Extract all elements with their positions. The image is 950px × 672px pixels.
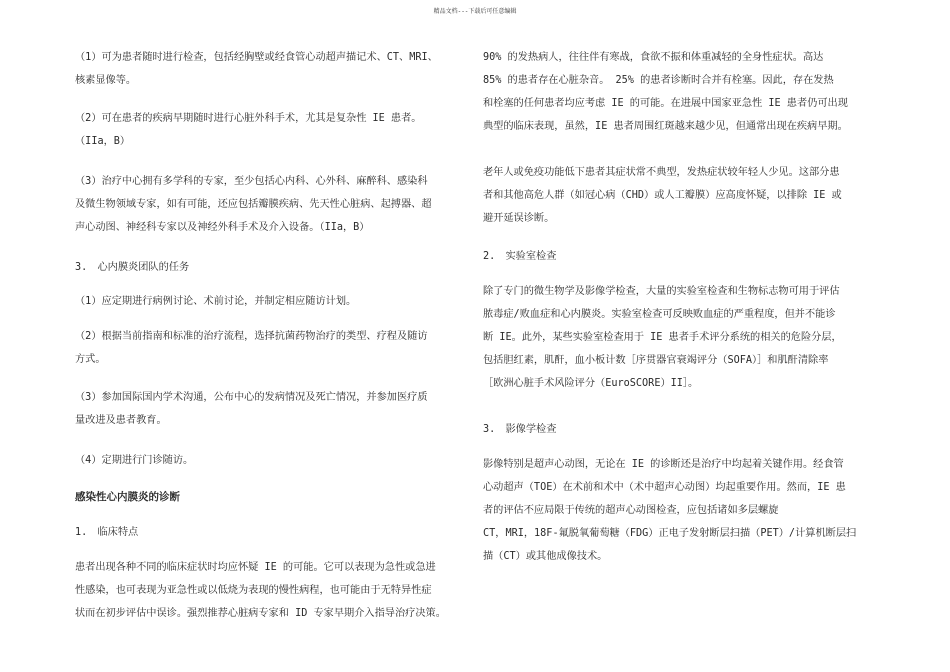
text-line: （2）根据当前指南和标准的治疗流程，选择抗菌药物治疗的类型、疗程及随访	[75, 331, 428, 342]
text-line: 性感染，也可表现为亚急性或以低烧为表现的慢性病程，也可能由于无特异性症	[75, 585, 432, 596]
text-line: 90% 的发热病人，往往伴有寒战，食欲不振和体重减轻的全身性症状。高达	[483, 52, 824, 63]
text-line: 描（CT）或其他成像技术。	[483, 551, 608, 562]
text-line: 断 IE。此外，某些实验室检查用于 IE 患者手术评分系统的相关的危险分层，	[483, 332, 842, 343]
text-line: 包括胆红素，肌酐，血小板计数［序贯器官衰竭评分（SOFA）］和肌酐清除率	[483, 355, 829, 366]
task-2	[75, 325, 475, 371]
paragraph-imaging	[483, 453, 878, 568]
text-line: 状而在初步评估中误诊。强烈推荐心脏病专家和 ID 专家早期介入指导治疗决策。	[75, 608, 446, 619]
text-line: 核素显像等。	[75, 75, 137, 86]
text-line: 者和其他高危人群（如冠心病（CHD）或人工瓣膜）应高度怀疑，以排除 IE 或	[483, 190, 842, 201]
subheading-lab: 2. 实验室检查	[483, 251, 557, 262]
text-line: 老年人或免疫功能低下患者其症状常不典型，发热症状较年轻人少见。这部分患	[483, 167, 840, 178]
text-line: CT，MRI，18F-氟脱氧葡萄糖（FDG）正电子发射断层扫描（PET）/计算机断层扫	[483, 528, 857, 539]
paragraph-p1	[75, 46, 475, 92]
subheading-clinical: 1. 临床特点	[75, 527, 139, 538]
paragraph-clinical	[75, 556, 475, 625]
text-line: （IIa，B）	[75, 136, 131, 147]
task-3	[75, 386, 475, 432]
paragraph-r2	[483, 161, 878, 230]
text-line: 85% 的患者存在心脏杂音。 25% 的患者诊断时合并有栓塞。因此，存在发热	[483, 75, 834, 86]
text-line: 方式。	[75, 354, 106, 365]
page-header: 精品文档---下载后可任意编辑	[433, 8, 517, 15]
text-line: 量改进及患者教育。	[75, 415, 167, 426]
text-line: （1）可为患者随时进行检查，包括经胸壁或经食管心动超声描记术、CT、MRI、	[75, 52, 438, 63]
text-line: 影像特别是超声心动图，无论在 IE 的诊断还是治疗中均起着关键作用。经食管	[483, 459, 844, 470]
text-line: 心动超声（TOE）在术前和术中（术中超声心动图）均起重要作用。然而，IE 患	[483, 482, 846, 493]
section-heading-diagnosis: 感染性心内膜炎的诊断	[75, 491, 180, 503]
text-line: 脓毒症/败血症和心内膜炎。实验室检查可反映败血症的严重程度，但并不能诊	[483, 309, 836, 320]
subheading-imaging: 3. 影像学检查	[483, 424, 557, 435]
text-line: （2）可在患者的疾病早期随时进行心脏外科手术，尤其是复杂性 IE 患者。	[75, 113, 422, 124]
task-4: （4）定期进行门诊随访。	[75, 455, 194, 466]
text-line: （3）参加国际国内学术沟通，公布中心的发病情况及死亡情况，并参加医疗质	[75, 392, 428, 403]
text-line: 避开延误诊断。	[483, 213, 555, 224]
text-line: （3）治疗中心拥有多学科的专家，至少包括心内科、心外科、麻醉科、感染科	[75, 176, 428, 187]
section-3-title: 3. 心内膜炎团队的任务	[75, 262, 190, 273]
paragraph-lab	[483, 280, 878, 395]
text-line: 除了专门的微生物学及影像学检查，大量的实验室检查和生物标志物可用于评估	[483, 286, 840, 297]
text-line: 者的评估不应局限于传统的超声心动图检查，应包括诸如多层螺旋	[483, 505, 779, 516]
text-line: 患者出现各种不同的临床症状时均应怀疑 IE 的可能。它可以表现为急性或急进	[75, 562, 436, 573]
text-line: 和栓塞的任何患者均应考虑 IE 的可能。在进展中国家亚急性 IE 患者仍可出现	[483, 98, 848, 109]
text-line: 声心动图、神经科专家以及神经外科手术及介入设备。（IIa，B）	[75, 222, 370, 233]
text-line: ［欧洲心脏手术风险评分（EuroSCORE）II］。	[483, 378, 699, 389]
paragraph-r1	[483, 46, 878, 138]
text-line: 及微生物领域专家，如有可能，还应包括瓣膜疾病、先天性心脏病、起搏器、超	[75, 199, 432, 210]
paragraph-p3	[75, 170, 475, 239]
task-1: （1）应定期进行病例讨论、术前讨论，并制定相应随访计划。	[75, 296, 357, 307]
paragraph-p2	[75, 107, 475, 153]
text-line: 典型的临床表现，虽然，IE 患者周围红斑越来越少见，但通常出现在疾病早期。	[483, 121, 848, 132]
